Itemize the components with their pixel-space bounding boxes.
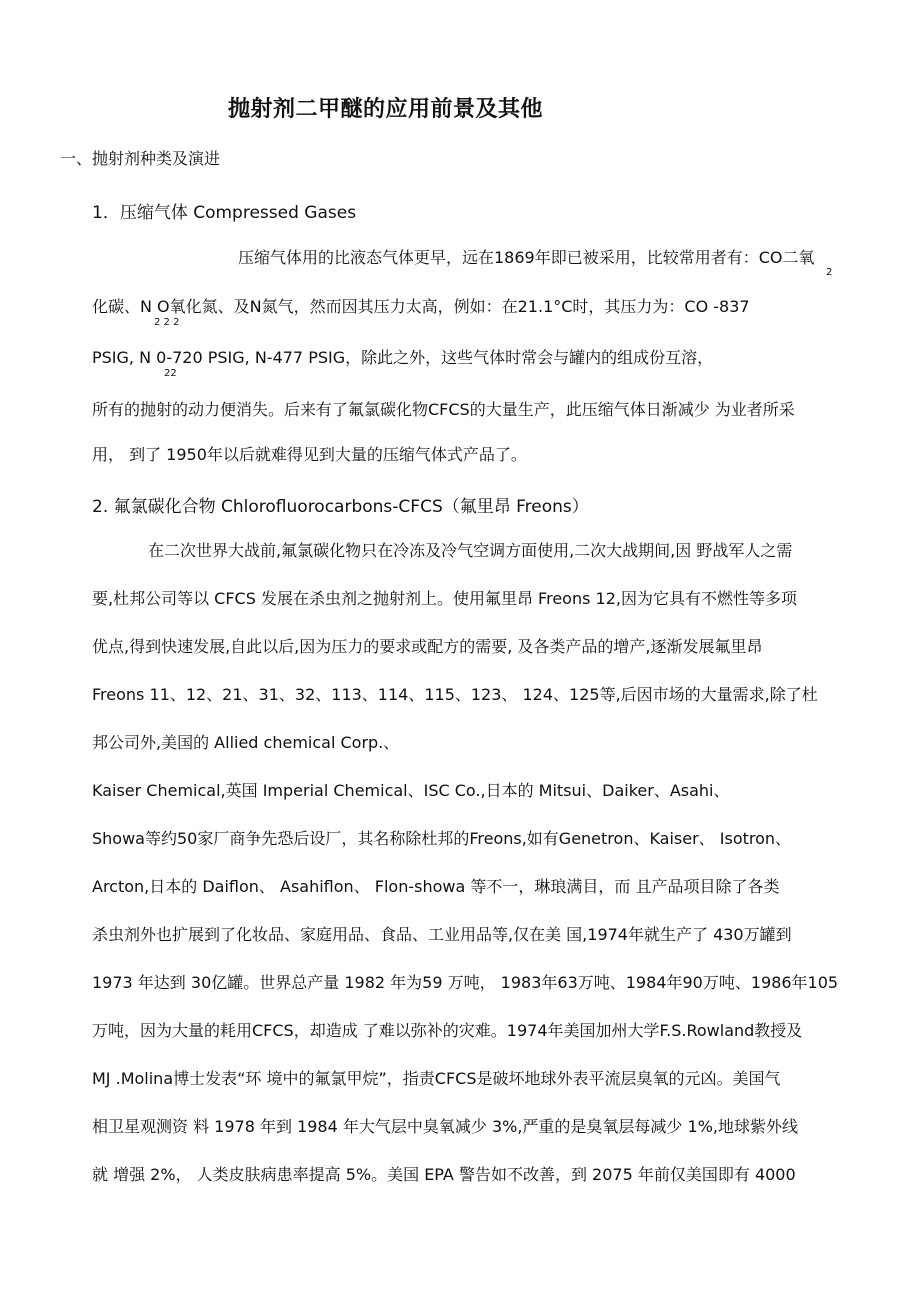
paragraph-line: Arcton,日本的 Daiflon、 Asahiflon、 Flon-showa 等不一，琳琅满目，而 且产品项目除了各类 (92, 877, 780, 896)
paragraph-line: 就 增强 2%， 人类皮肤病患率提高 5%。美国 EPA 警告如不改善，到 2075 年前仅美国即有 4000 (92, 1165, 796, 1184)
subscript-text: 2 (826, 267, 833, 278)
paragraph-line: PSIG, N 0-720 PSIG, N-477 PSIG，除此之外，这些气体时常会与罐内的组成份互溶， (92, 348, 714, 367)
paragraph-line: 1973 年达到 30亿罐。世界总产量 1982 年为59 万吨， 1983年63万吨、1984年90万吨、1986年105 (92, 973, 839, 992)
paragraph-line: 用， 到了 1950年以后就难得见到大量的压缩气体式产品了。 (92, 445, 527, 464)
subsection-heading-2: 2. 氟氯碳化合物 Chlorofluorocarbons-CFCS（氟里昂 Freons） (92, 497, 589, 517)
paragraph-line: Freons 11、12、21、31、32、113、114、115、123、 124、125等,后因市场的大量需求,除了杜 (92, 685, 818, 704)
paragraph-line: 压缩气体用的比液态气体更早，远在1869年即已被采用，比较常用者有：CO二氧 (238, 248, 815, 267)
paragraph-line: MJ .Molina博士发表“环 境中的氟氯甲烷”，指责CFCS是破坏地球外表平流层臭氧的元凶。美国气 (92, 1069, 781, 1088)
paragraph-line: 要,杜邦公司等以 CFCS 发展在杀虫剂之抛射剂上。使用氟里昂 Freons 12,因为它具有不燃性等多项 (92, 589, 797, 608)
subscript-text: 2 2 2 (154, 317, 180, 328)
section-heading-1: 一、抛射剂种类及演进 (60, 149, 221, 168)
paragraph-line: 优点,得到快速发展,自此以后,因为压力的要求或配方的需要, 及各类产品的增产,逐渐发展氟里昂 (92, 637, 763, 656)
paragraph-line: 杀虫剂外也扩展到了化妆品、家庭用品、食品、工业用品等,仅在美 国,1974年就生产了 430万罐到 (92, 925, 792, 944)
paragraph-line: 在二次世界大战前,氟氯碳化物只在冷冻及冷气空调方面使用,二次大战期间,因 野战军人之需 (148, 541, 793, 560)
paragraph-line: 万吨，因为大量的耗用CFCS，却造成 了难以弥补的灾难。1974年美国加州大学F.S.Rowland教授及 (92, 1021, 803, 1040)
paragraph-line: Showa等约50家厂商争先恐后设厂，其名称除杜邦的Freons,如有Genetron、Kaiser、 Isotron、 (92, 829, 792, 848)
paragraph-line: 邦公司外,美国的 Allied chemical Corp.、 (92, 733, 400, 752)
subsection-heading-1: 1．压缩气体 Compressed Gases (92, 203, 357, 223)
paragraph-line: 化碳、N O氧化氮、及N氮气，然而因其压力太高，例如：在21.1°C时，其压力为：CO -837 (92, 297, 750, 316)
document-title: 抛射剂二甲醚的应用前景及其他 (228, 97, 544, 122)
paragraph-line: 所有的抛射的动力便消失。后来有了氟氯碳化物CFCS的大量生产，此压缩气体日渐减少 为业者所采 (92, 400, 795, 419)
paragraph-line: Kaiser Chemical,英国 Imperial Chemical、ISC Co.,日本的 Mitsui、Daiker、Asahi、 (92, 781, 730, 800)
subscript-text: 22 (164, 368, 177, 379)
paragraph-line: 相卫星观测资 料 1978 年到 1984 年大气层中臭氧减少 3%,严重的是臭氧层每减少 1%,地球紫外线 (92, 1117, 798, 1136)
